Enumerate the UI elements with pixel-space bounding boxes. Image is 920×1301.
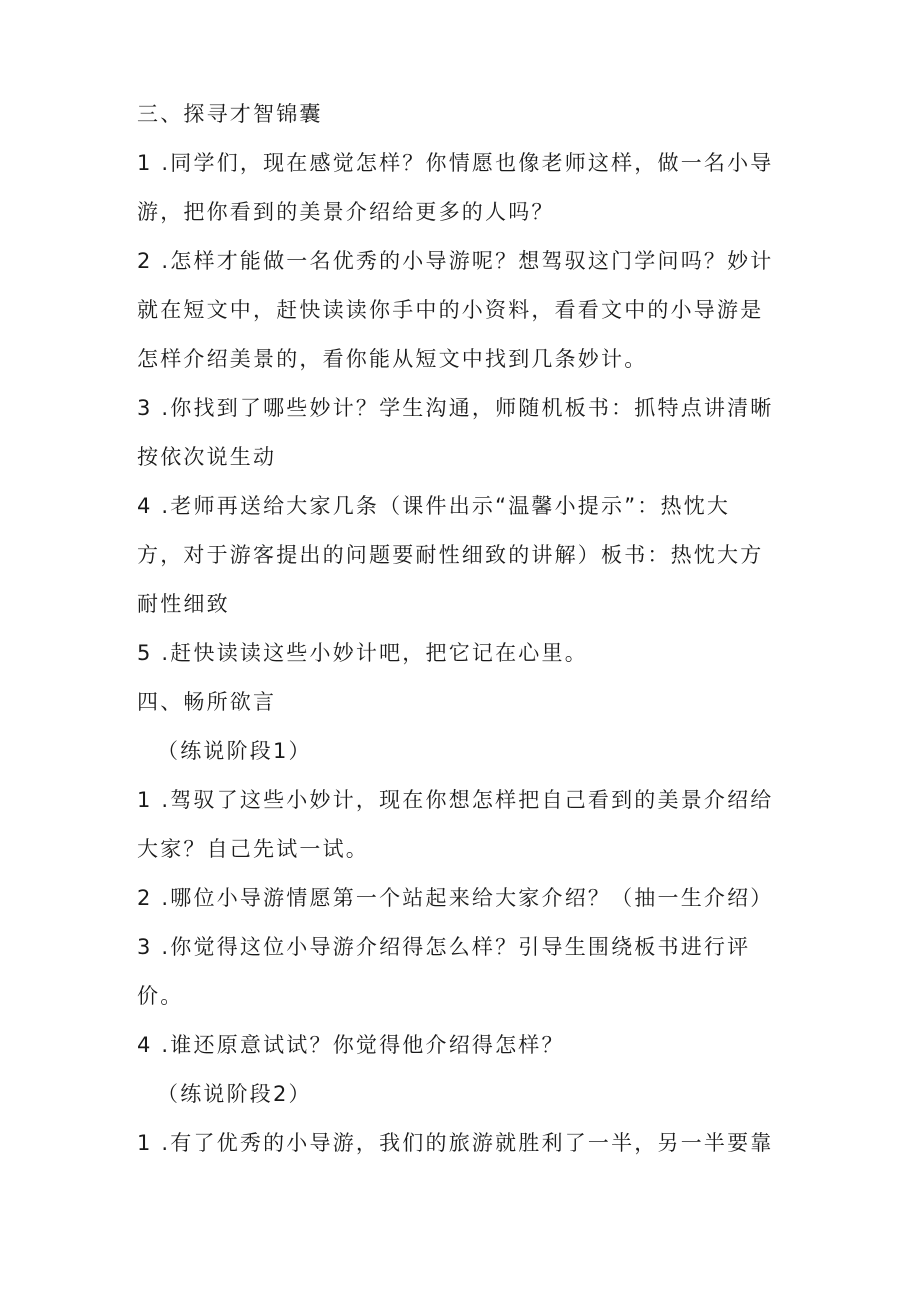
text-line: 怎样介绍美景的，看你能从短文中找到几条妙计。 xyxy=(137,347,648,371)
text-line: 价。 xyxy=(137,984,184,1008)
stage-label: （练说阶段2） xyxy=(157,1082,312,1106)
text-line: 3 .你觉得这位小导游介绍得怎么样？引导生围绕板书进行评 xyxy=(137,935,751,959)
text-line: 3 .你找到了哪些妙计？学生沟通，师随机板书：抓特点讲清晰 xyxy=(137,396,774,420)
text-line: 就在短文中，赶快读读你手中的小资料，看看文中的小导游是 xyxy=(137,298,764,322)
section-heading-4: 四、畅所欲言 xyxy=(137,690,277,714)
text-line: 4 .谁还原意试试？你觉得他介绍得怎样？ xyxy=(137,1033,565,1057)
text-line: 4 .老师再送给大家几条（课件出示“温馨小提示”：热忱大 xyxy=(137,494,731,518)
text-line: 按依次说生动 xyxy=(137,445,277,469)
text-line: 1 .驾驭了这些小妙计，现在你想怎样把自己看到的美景介绍给 xyxy=(137,788,774,812)
text-line: 5 .赶快读读这些小妙计吧，把它记在心里。 xyxy=(137,641,588,665)
text-line: 方，对于游客提出的问题要耐性细致的讲解）板书：热忱大方 xyxy=(137,543,764,567)
text-line: 1 .有了优秀的小导游，我们的旅游就胜利了一半，另一半要靠 xyxy=(137,1131,774,1155)
text-line: 大家？自己先试一试。 xyxy=(137,837,369,861)
text-line: 游，把你看到的美景介绍给更多的人吗？ xyxy=(137,200,555,224)
stage-label: （练说阶段1） xyxy=(157,739,312,763)
text-line: 2 .哪位小导游情愿第一个站起来给大家介绍？（抽一生介绍） xyxy=(137,886,774,910)
text-line: 1 .同学们，现在感觉怎样？你情愿也像老师这样，做一名小导 xyxy=(137,151,774,175)
text-line: 2 .怎样才能做一名优秀的小导游呢？想驾驭这门学问吗？妙计 xyxy=(137,249,774,273)
text-line: 耐性细致 xyxy=(137,592,230,616)
section-heading-3: 三、探寻才智锦囊 xyxy=(137,102,323,126)
